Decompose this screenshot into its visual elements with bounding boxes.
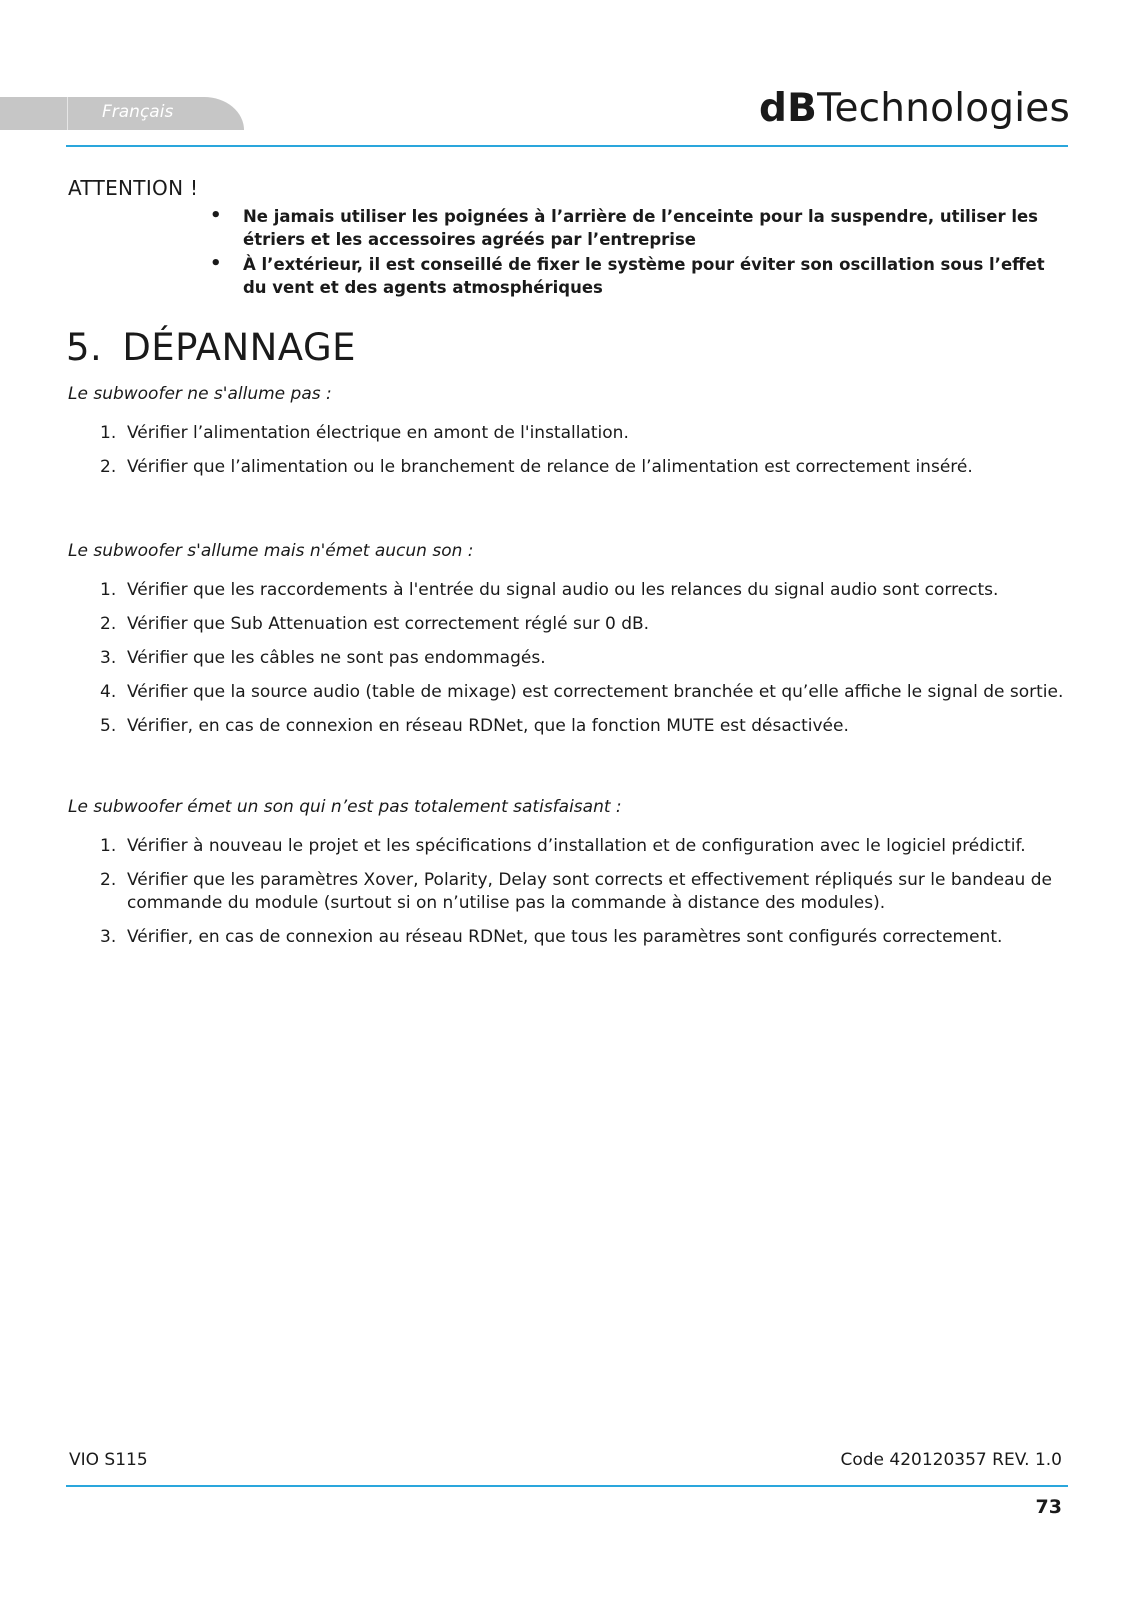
step-text: Vérifier que la source audio (table de mixage) est correctement branchée et qu’elle affiche le signal de sortie. <box>127 682 1064 702</box>
step-number: 1. <box>100 836 117 856</box>
step-number: 2. <box>100 457 117 477</box>
step-text: Vérifier, en cas de connexion en réseau RDNet, que la fonction MUTE est désactivée. <box>127 716 849 736</box>
step-item <box>100 456 1070 479</box>
attention-item-text: Ne jamais utiliser les poignées à l’arrière de l’enceinte pour la suspendre, utiliser les étriers et les accessoires agréés par l’entreprise <box>243 207 1038 249</box>
step-text: Vérifier que Sub Attenuation est correctement réglé sur 0 dB. <box>127 614 650 634</box>
problem-heading: Le subwoofer s'allume mais n'émet aucun son : <box>68 541 474 561</box>
language-tab-label: Français <box>102 102 174 122</box>
footer-model: VIO S115 <box>69 1450 148 1470</box>
step-text: Vérifier que l’alimentation ou le branchement de relance de l’alimentation est correctement inséré. <box>127 457 973 477</box>
attention-item <box>210 205 1060 251</box>
step-item <box>100 647 1070 670</box>
brand-logo <box>759 86 1070 131</box>
step-item <box>100 869 1070 915</box>
problem-heading: Le subwoofer émet un son qui n’est pas totalement satisfaisant : <box>68 797 622 817</box>
attention-list <box>210 205 1060 301</box>
section-heading <box>66 326 356 369</box>
problem-steps <box>100 579 1070 749</box>
brand-logo-regular: Technologies <box>817 86 1070 131</box>
language-tab-divider <box>67 97 68 130</box>
step-number: 1. <box>100 423 117 443</box>
bullet-icon: • <box>210 253 222 274</box>
step-number: 2. <box>100 870 117 890</box>
step-number: 3. <box>100 927 117 947</box>
step-item <box>100 681 1070 704</box>
step-item <box>100 422 1070 445</box>
step-text: Vérifier que les paramètres Xover, Polarity, Delay sont corrects et effectivement répliqués sur le bandeau de commande du module (surtout si on n’utilise pas la commande à distance des modules). <box>127 870 1052 913</box>
step-number: 2. <box>100 614 117 634</box>
page-number: 73 <box>1035 1496 1062 1518</box>
language-tab <box>0 97 244 130</box>
brand-logo-bold: dB <box>759 86 818 131</box>
problem-heading: Le subwoofer ne s'allume pas : <box>68 384 332 404</box>
step-text: Vérifier que les raccordements à l'entrée du signal audio ou les relances du signal audio sont corrects. <box>127 580 999 600</box>
step-text: Vérifier l’alimentation électrique en amont de l'installation. <box>127 423 629 443</box>
attention-item <box>210 253 1060 299</box>
section-number: 5. <box>66 326 103 369</box>
step-number: 3. <box>100 648 117 668</box>
step-item <box>100 715 1070 738</box>
footer-code: Code 420120357 REV. 1.0 <box>840 1450 1062 1470</box>
footer-rule <box>66 1485 1068 1487</box>
bullet-icon: • <box>210 205 222 226</box>
step-number: 4. <box>100 682 117 702</box>
step-number: 1. <box>100 580 117 600</box>
attention-title: ATTENTION ! <box>68 176 199 200</box>
step-number: 5. <box>100 716 117 736</box>
step-text: Vérifier, en cas de connexion au réseau RDNet, que tous les paramètres sont configurés correctement. <box>127 927 1003 947</box>
attention-item-text: À l’extérieur, il est conseillé de fixer le système pour éviter son oscillation sous l’effet du vent et des agents atmosphériques <box>243 255 1045 297</box>
step-item <box>100 579 1070 602</box>
step-item <box>100 613 1070 636</box>
header-rule <box>66 145 1068 147</box>
step-item <box>100 835 1070 858</box>
problem-steps <box>100 422 1070 490</box>
section-title: DÉPANNAGE <box>122 326 357 369</box>
step-item <box>100 926 1070 949</box>
step-text: Vérifier à nouveau le projet et les spécifications d’installation et de configuration avec le logiciel prédictif. <box>127 836 1026 856</box>
problem-steps <box>100 835 1070 960</box>
step-text: Vérifier que les câbles ne sont pas endommagés. <box>127 648 546 668</box>
